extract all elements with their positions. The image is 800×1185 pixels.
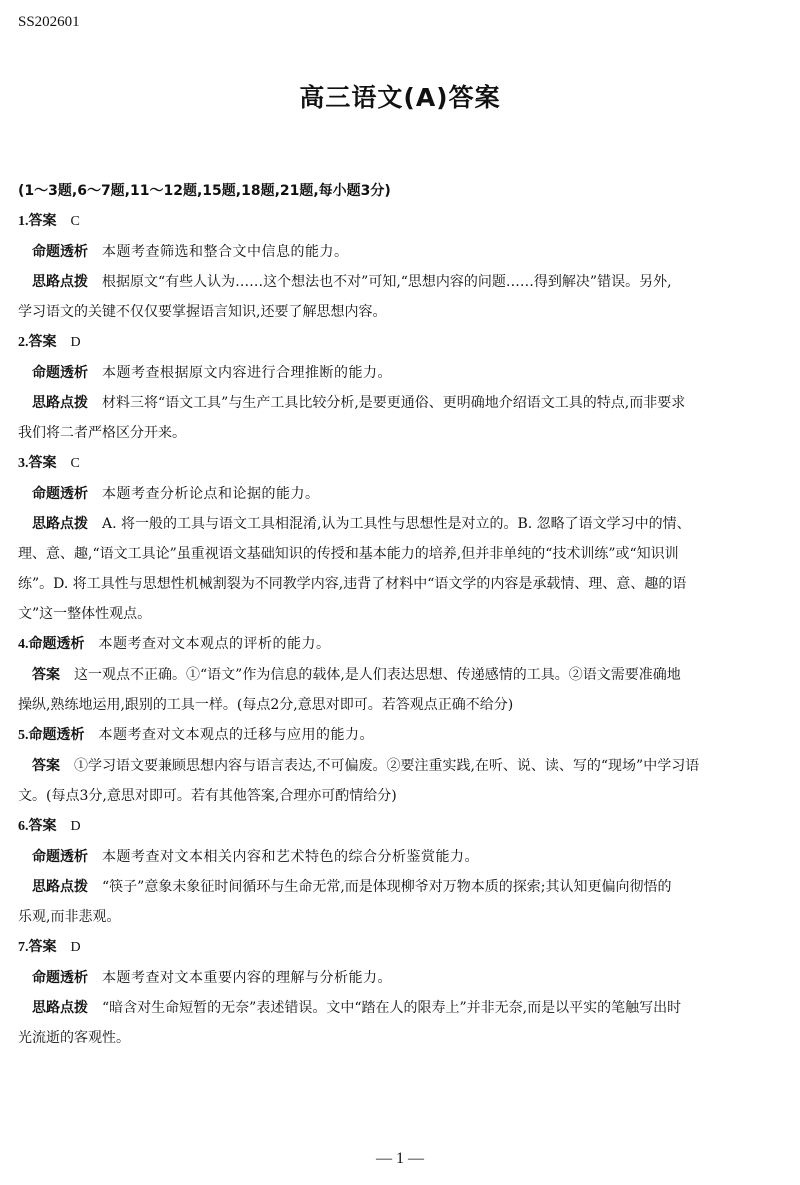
hint-label: 思路点拨: [32, 879, 88, 895]
question-1-answer: [18, 206, 784, 237]
analysis-label: 命题透析: [32, 486, 88, 502]
question-1-hint: [18, 267, 784, 297]
question-4-answer-cont: 操纵,熟练地运用,跟别的工具一样。(每点2分,意思对即可。若答观点正确不给分): [18, 697, 514, 713]
question-number: 7.: [18, 940, 29, 955]
question-number: 2.: [18, 335, 29, 350]
question-number: 4.: [18, 637, 29, 652]
question-2-answer: [18, 327, 784, 358]
question-5-answer: [18, 751, 784, 781]
hint-label: 思路点拨: [32, 1000, 88, 1016]
question-5-answer-cont: 文。(每点3分,意思对即可。若有其他答案,合理亦可酌情给分): [18, 788, 397, 804]
question-3-hint-cont-3: 文”这一整体性观点。: [18, 606, 152, 622]
question-2-analysis: [18, 358, 784, 388]
hint-text: “暗含对生命短暂的无奈”表述错误。文中“踏在人的限寿上”并非无奈,而是以平实的笔触写出时: [102, 1000, 682, 1016]
question-2-hint-cont: 我们将二者严格区分开来。: [18, 425, 186, 441]
question-7-analysis: [18, 963, 784, 993]
answer-choice: D: [70, 940, 81, 955]
hint-text: 材料三将“语文工具”与生产工具比较分析,是要更通俗、更明确地介绍语文工具的特点,而非要求: [102, 395, 686, 411]
scoring-note: (1～3题,6～7题,11～12题,15题,18题,21题,每小题3分): [18, 183, 391, 199]
analysis-text: 本题考查对文本观点的迁移与应用的能力。: [98, 727, 374, 743]
hint-label: 思路点拨: [32, 274, 88, 290]
answer-label: 答案: [28, 213, 57, 229]
analysis-label: 命题透析: [28, 636, 85, 652]
question-3-analysis: [18, 479, 784, 509]
question-3-hint: [18, 509, 784, 539]
page-title: 高三语文(A)答案: [299, 83, 501, 112]
answer-choice: D: [70, 335, 81, 350]
analysis-text: 本题考查分析论点和论据的能力。: [102, 486, 320, 502]
analysis-text: 本题考查筛选和整合文中信息的能力。: [102, 244, 349, 260]
analysis-text: 本题考查对文本相关内容和艺术特色的综合分析鉴赏能力。: [102, 849, 479, 865]
question-number: 6.: [18, 819, 29, 834]
question-7-answer: [18, 932, 784, 963]
analysis-text: 本题考查对文本重要内容的理解与分析能力。: [102, 970, 392, 986]
question-4-analysis: [18, 629, 784, 660]
question-3-answer: [18, 448, 784, 479]
analysis-label: 命题透析: [28, 727, 85, 743]
answer-text: 这一观点不正确。①“语文”作为信息的载体,是人们表达思想、传递感情的工具。②语文需要准确地: [74, 667, 681, 683]
analysis-label: 命题透析: [32, 244, 88, 260]
question-7-hint-cont: 光流逝的客观性。: [18, 1030, 130, 1046]
analysis-label: 命题透析: [32, 849, 88, 865]
question-2-hint: [18, 388, 784, 418]
answer-choice: C: [70, 456, 80, 471]
hint-text: A. 将一般的工具与语文工具相混淆,认为工具性与思想性是对立的。B. 忽略了语文学习中的情、: [102, 516, 691, 532]
question-6-hint: [18, 872, 784, 902]
answer-text: ①学习语文要兼顾思想内容与语言表达,不可偏废。②要注重实践,在听、说、读、写的“现场”中学习语: [74, 758, 700, 774]
analysis-label: 命题透析: [32, 365, 88, 381]
question-5-analysis: [18, 720, 784, 751]
answer-label: 答案: [32, 667, 60, 683]
question-4-answer: [18, 660, 784, 690]
analysis-text: 本题考查根据原文内容进行合理推断的能力。: [102, 365, 392, 381]
hint-text: 根据原文“有些人认为……这个想法也不对”可知,“思想内容的问题……得到解决”错误。另外,: [102, 274, 672, 290]
answer-label: 答案: [28, 818, 57, 834]
answer-choice: C: [70, 214, 80, 229]
answer-label: 答案: [28, 455, 57, 471]
question-number: 3.: [18, 456, 29, 471]
analysis-label: 命题透析: [32, 970, 88, 986]
hint-text: “筷子”意象未象征时间循环与生命无常,而是体现柳爷对万物本质的探索;其认知更偏向彻悟的: [102, 879, 672, 895]
answer-choice: D: [70, 819, 81, 834]
answer-content: [18, 176, 784, 1053]
question-6-answer: [18, 811, 784, 842]
question-6-hint-cont: 乐观,而非悲观。: [18, 909, 121, 925]
question-1-hint-cont: 学习语文的关键不仅仅要掌握语言知识,还要了解思想内容。: [18, 304, 387, 320]
question-7-hint: [18, 993, 784, 1023]
page-number: — 1 —: [376, 1150, 424, 1167]
hint-label: 思路点拨: [32, 395, 88, 411]
question-number: 1.: [18, 214, 29, 229]
answer-label: 答案: [28, 334, 57, 350]
question-3-hint-cont-2: 练”。D. 将工具性与思想性机械割裂为不同教学内容,违背了材料中“语文学的内容是承载情、理、意、趣的语: [18, 576, 687, 592]
answer-label: 答案: [28, 939, 57, 955]
question-number: 5.: [18, 728, 29, 743]
question-6-analysis: [18, 842, 784, 872]
question-3-hint-cont-1: 理、意、趣,“语文工具论”虽重视语文基础知识的传授和基本能力的培养,但并非单纯的“技术训练”或“知识训: [18, 546, 679, 562]
hint-label: 思路点拨: [32, 516, 88, 532]
document-code: SS202601: [18, 14, 80, 30]
analysis-text: 本题考查对文本观点的评析的能力。: [98, 636, 331, 652]
question-1-analysis: [18, 237, 784, 267]
answer-label: 答案: [32, 758, 60, 774]
